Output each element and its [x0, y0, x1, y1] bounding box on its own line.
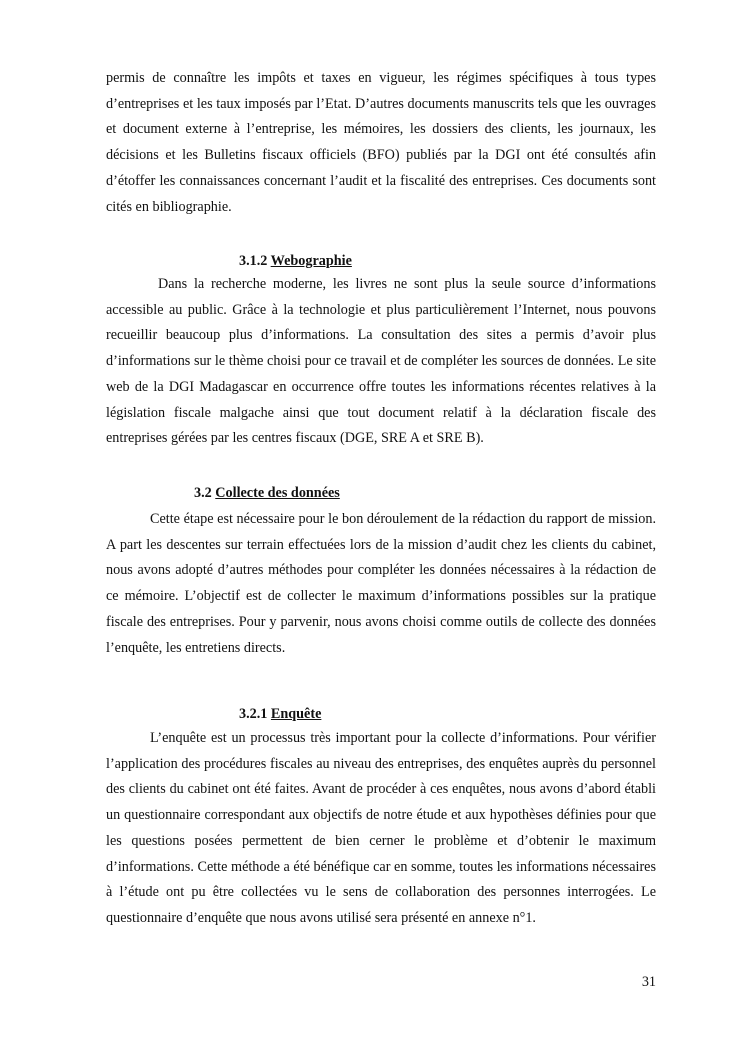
- section-heading-webographie: [239, 251, 352, 271]
- section-number: 3.1.2: [239, 253, 268, 269]
- section-heading-collecte: [194, 483, 340, 503]
- section-number: 3.2: [194, 485, 212, 501]
- collecte-paragraph: Cette étape est nécessaire pour le bon déroulement de la rédaction du rapport de mission. A part les descentes sur terrain effectuées lors de la mission d’audit chez les clients du cabinet, nous avons adopté d’autres méthodes pour compléter les données nécessaires à la rédaction de ce mémoire. L’objectif est de collecter le maximum d’informations possibles sur la pratique fiscale des entreprises. Pour y parvenir, nous avons choisi comme outils de collecte des données l’enquête, les entretiens directs.: [106, 511, 656, 656]
- webographie-paragraph: Dans la recherche moderne, les livres ne sont plus la seule source d’informations accessible au public. Grâce à la technologie et plus particulièrement l’Internet, nous pouvons recueillir beaucoup plus d’informations. La consultation des sites a permis d’avoir plus d’informations sur le thème choisi pour ce travail et de compléter les sources de données. Le site web de la DGI Madagascar en occurrence offre toutes les informations récentes relatives à la législation fiscale malgache ainsi que tout document relatif à la déclaration fiscale des entreprises gérées par les centres fiscaux (DGE, SRE A et SRE B).: [106, 276, 656, 447]
- section-number: 3.2.1: [239, 706, 268, 722]
- enquete-paragraph: L’enquête est un processus très important pour la collecte d’informations. Pour vérifier l’application des procédures fiscales au niveau des entreprises, des enquêtes auprès du personnel des clients du cabinet ont été faites. Avant de procéder à ces enquêtes, nous avons d’abord établi un questionnaire correspondant aux objectifs de notre étude et aux hypothèses définies pour que les questions posées permettent de bien cerner le problème et d’obtenir le maximum d’informations. Cette méthode a été bénéfique car en somme, toutes les informations nécessaires à l’étude ont pu être collectées vu le sens de collaboration des personnes interrogées. Le questionnaire d’enquête que nous avons utilisé sera présenté en annexe n°1.: [106, 730, 656, 926]
- page-number: 31: [641, 974, 656, 990]
- section-title: Collecte des données: [215, 485, 340, 501]
- section-title: Webographie: [270, 253, 352, 269]
- section-heading-enquete: [239, 704, 321, 724]
- section-title: Enquête: [270, 706, 322, 722]
- intro-paragraph: permis de connaître les impôts et taxes en vigueur, les régimes spécifiques à tous types d’entreprises et les taux imposés par l’Etat. D’autres documents manuscrits tels que les ouvrages et document externe à l’entreprise, les mémoires, les dossiers des clients, les journaux, les décisions et les Bulletins fiscaux officiels (BFO) publiés par la DGI ont été consultés afin d’étoffer les connaissances concernant l’audit et la fiscalité des entreprises. Ces documents sont cités en bibliographie.: [106, 70, 656, 215]
